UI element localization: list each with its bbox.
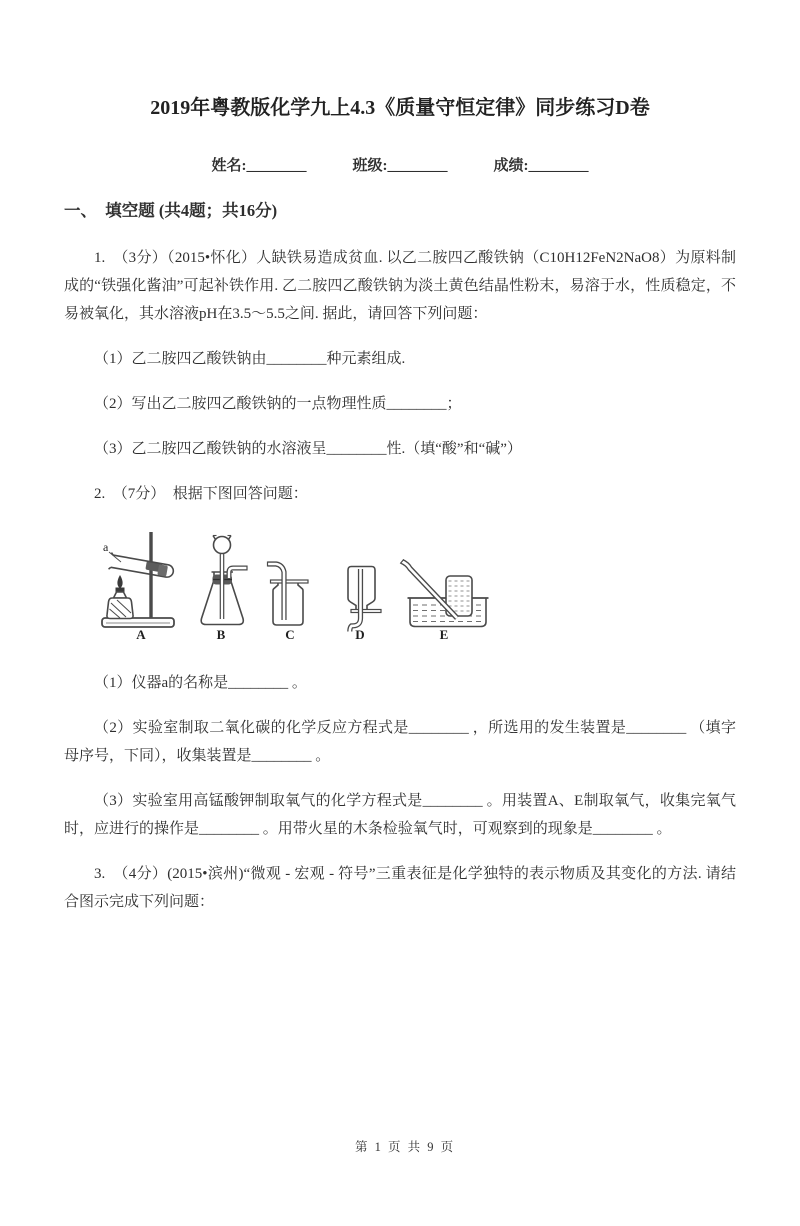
apparatus-d-gas-jar-up — [348, 567, 381, 632]
diagram-label-B: B — [216, 627, 226, 642]
page-footer — [0, 1122, 800, 1155]
diagram-label-E: E — [439, 627, 449, 642]
q2-part-1: （1）仪器a的名称是________ 。 — [94, 675, 307, 691]
apparatus-e-water-trough — [400, 559, 488, 626]
diagram-label-C: C — [285, 627, 295, 642]
q2-stem: 2. （7分） 根据下图回答问题： — [94, 486, 308, 502]
class-field: 班级:________ — [352, 158, 448, 174]
header-fields — [64, 156, 736, 177]
score-field: 成绩:________ — [493, 158, 589, 174]
name-field: 姓名:________ — [211, 158, 307, 174]
question-3 — [64, 860, 736, 916]
q2-part-2: （2）实验室制取二氧化碳的化学反应方程式是________ ，所选用的发生装置是________ （填字母序号，下同），收集装置是________ 。 — [64, 720, 736, 764]
q1-part-1: （1）乙二胺四乙酸铁钠由________种元素组成. — [94, 351, 406, 367]
diagram-label-A: A — [136, 627, 146, 642]
diagram-instrument-a-label: a — [103, 540, 109, 554]
q1-part-3: （3）乙二胺四乙酸铁钠的水溶液呈________性.（填“酸”和“碱”） — [94, 441, 522, 457]
document-content — [0, 94, 800, 916]
apparatus-diagram — [100, 528, 492, 643]
question-1 — [64, 244, 736, 463]
q3-stem: 3. （4分）(2015•滨州)“微观 - 宏观 - 符号”三重表征是化学独特的表示物质及其变化的方法. 请结合图示完成下列问题： — [64, 866, 736, 910]
apparatus-a-heating-stand — [102, 532, 175, 627]
page-number: 第 1 页 共 9 页 — [355, 1140, 456, 1154]
diagram-label-D: D — [355, 627, 365, 642]
apparatus-b-flask-funnel — [201, 536, 247, 625]
q1-part-2: （2）写出乙二胺四乙酸铁钠的一点物理性质________； — [94, 396, 462, 412]
exam-document-page — [0, 94, 800, 1226]
apparatus-figure — [100, 528, 492, 643]
q2-part-3: （3）实验室用高锰酸钾制取氧气的化学方程式是________ 。用装置A、E制取氧气，收集完氧气时，应进行的操作是________ 。用带火星的木条检验氧气时，可观察到的现象是________ 。 — [64, 793, 736, 837]
question-2 — [64, 480, 736, 843]
q1-stem: 1. （3分）（2015•怀化）人缺铁易造成贫血. 以乙二胺四乙酸铁钠（C10H12FeN2NaO8）为原料制成的“铁强化酱油”可起补铁作用. 乙二胺四乙酸铁钠为淡土黄色结晶性粉末，易溶于水，性质稳定，不易被氧化，其水溶液pH在3.5～5.5之间. 据此，请回答下列问题： — [64, 250, 736, 322]
apparatus-c-gas-jar-down — [268, 562, 309, 626]
page-title: 2019年粤教版化学九上4.3《质量守恒定律》同步练习D卷 — [150, 97, 650, 119]
section-heading: 一、 填空题 (共4题；共16分) — [64, 201, 278, 220]
